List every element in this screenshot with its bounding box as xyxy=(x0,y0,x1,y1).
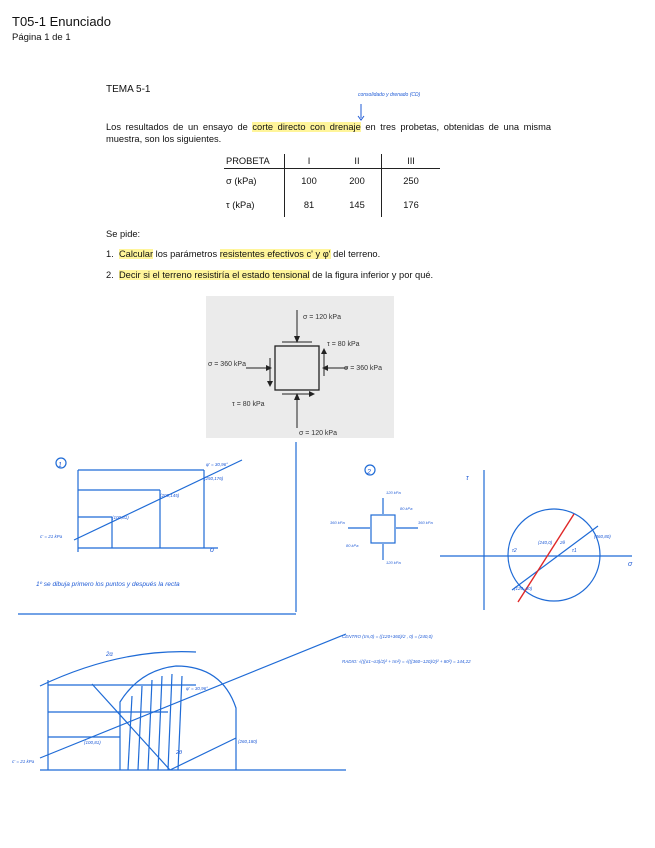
table-cell: σ (kPa) xyxy=(224,169,285,194)
c-label: c' = 21 kPa xyxy=(40,534,63,539)
stress-left-label: 360 kPa xyxy=(330,520,345,525)
mohr-point-2-label: (120,-80) xyxy=(514,586,533,591)
point-1-label: (100,81) xyxy=(112,515,129,520)
mohr-point-1-label: (360,80) xyxy=(594,534,611,539)
question-text: del terreno. xyxy=(330,249,381,259)
table-cell: 176 xyxy=(382,193,441,217)
tau-axis-label: τ xyxy=(466,475,469,482)
point-2-label: (200,145) xyxy=(160,493,180,498)
table-cell: 250 xyxy=(382,169,441,194)
question-number: 2. xyxy=(106,270,114,280)
point-small-label: (100,81) xyxy=(84,740,101,745)
phi-label-2: φ' = 30,96° xyxy=(186,686,208,691)
sigma-right-label: σ = 360 kPa xyxy=(344,365,382,372)
tau-left-label: 80 kPa xyxy=(346,543,359,548)
table-header-cell: I xyxy=(285,154,334,169)
table-header-cell: II xyxy=(333,154,382,169)
table-cell: 145 xyxy=(349,200,365,210)
page-indicator: Página 1 de 1 xyxy=(12,32,71,43)
question-text: los parámetros xyxy=(153,249,220,259)
tangent-point-label: (260,180) xyxy=(238,739,258,744)
table-cell: 200 xyxy=(349,176,365,186)
question-2 xyxy=(106,270,433,280)
question-1 xyxy=(106,249,380,259)
phi-label: φ' = 30,96° xyxy=(206,462,228,467)
handwritten-note: 1º se dibuja primero los puntos y después la recta xyxy=(36,581,180,588)
centro-formula: CENTRO (τm,0) = ((120+360)/2 , 0) = (240,0) xyxy=(342,634,433,639)
stress-element-square xyxy=(275,346,319,390)
sigma-top-label: σ = 120 kPa xyxy=(303,314,341,321)
step-number-1: 1 xyxy=(58,462,62,469)
tau-top-label: 80 kPa xyxy=(400,506,413,511)
step-number-2: 2 xyxy=(367,469,371,476)
highlight-estado-tensional: Decir si el terreno resistiría el estado tensional xyxy=(118,270,310,280)
stress-state-figure xyxy=(206,296,394,438)
table-cell: 100 xyxy=(301,176,317,186)
table-cell: 81 xyxy=(303,200,315,210)
highlight-calcular: Calcular xyxy=(118,249,154,259)
angle-label: 2θ xyxy=(560,540,565,545)
question-text: de la figura inferior y por qué. xyxy=(309,270,434,280)
se-pide-label: Se pide: xyxy=(106,229,141,239)
highlight-parametros: resistentes efectivos c' y φ' xyxy=(219,249,331,259)
table-cell: τ (kPa) xyxy=(224,193,285,217)
table-header-cell: III xyxy=(382,154,441,169)
handwritten-solution xyxy=(0,440,655,840)
results-table xyxy=(224,154,440,217)
document-title: T05-1 Enunciado xyxy=(12,14,112,29)
tau2-label: τ2 xyxy=(512,548,517,554)
c-label-2: c' = 21 kPa xyxy=(12,759,35,764)
mohr-center-label: (240,0) xyxy=(538,540,553,545)
tau-right-label: τ = 80 kPa xyxy=(327,341,360,348)
top-annotation-arrow xyxy=(0,0,655,140)
table-row xyxy=(224,193,440,217)
point-3-label: (250,176) xyxy=(204,476,224,481)
intro-text-2: en tres probetas, obtenidas de una misma muestra, son los siguientes. xyxy=(106,122,551,144)
radio-formula: RADIO: √(((σ1−σ3)/2)² + τm²) = √(((360−120)/2)² + 80²) = 144,22 xyxy=(342,659,471,664)
table-header-cell: PROBETA xyxy=(224,154,285,169)
table-row xyxy=(224,169,440,194)
sigma-axis-label: σ xyxy=(210,547,215,554)
stress-bottom-label: 120 kPa xyxy=(386,560,401,565)
stress-top-label: 120 kPa xyxy=(386,490,401,495)
intro-text-1: Los resultados de un ensayo de xyxy=(106,122,253,132)
stress-right-label: 360 kPa xyxy=(418,520,433,525)
sigma-left-label: σ = 360 kPa xyxy=(208,361,246,368)
question-number: 1. xyxy=(106,249,114,259)
section-title: TEMA 5-1 xyxy=(106,84,151,95)
stress-element-diagram xyxy=(206,296,394,438)
highlight-corte-directo: corte directo con drenaje xyxy=(252,122,361,132)
two-alpha-label: 2α xyxy=(106,652,113,658)
table-header-row xyxy=(224,154,440,169)
tau1-label: τ1 xyxy=(572,548,577,554)
problem-statement xyxy=(106,121,551,145)
two-theta-label: 2θ xyxy=(176,750,183,756)
tau-left-label: τ = 80 kPa xyxy=(232,401,265,408)
sigma-bottom-label: σ = 120 kPa xyxy=(299,430,337,437)
handwritten-annotation: consolidado y drenado (CD) xyxy=(358,92,421,98)
sigma-axis-label-2: σ xyxy=(628,561,633,568)
